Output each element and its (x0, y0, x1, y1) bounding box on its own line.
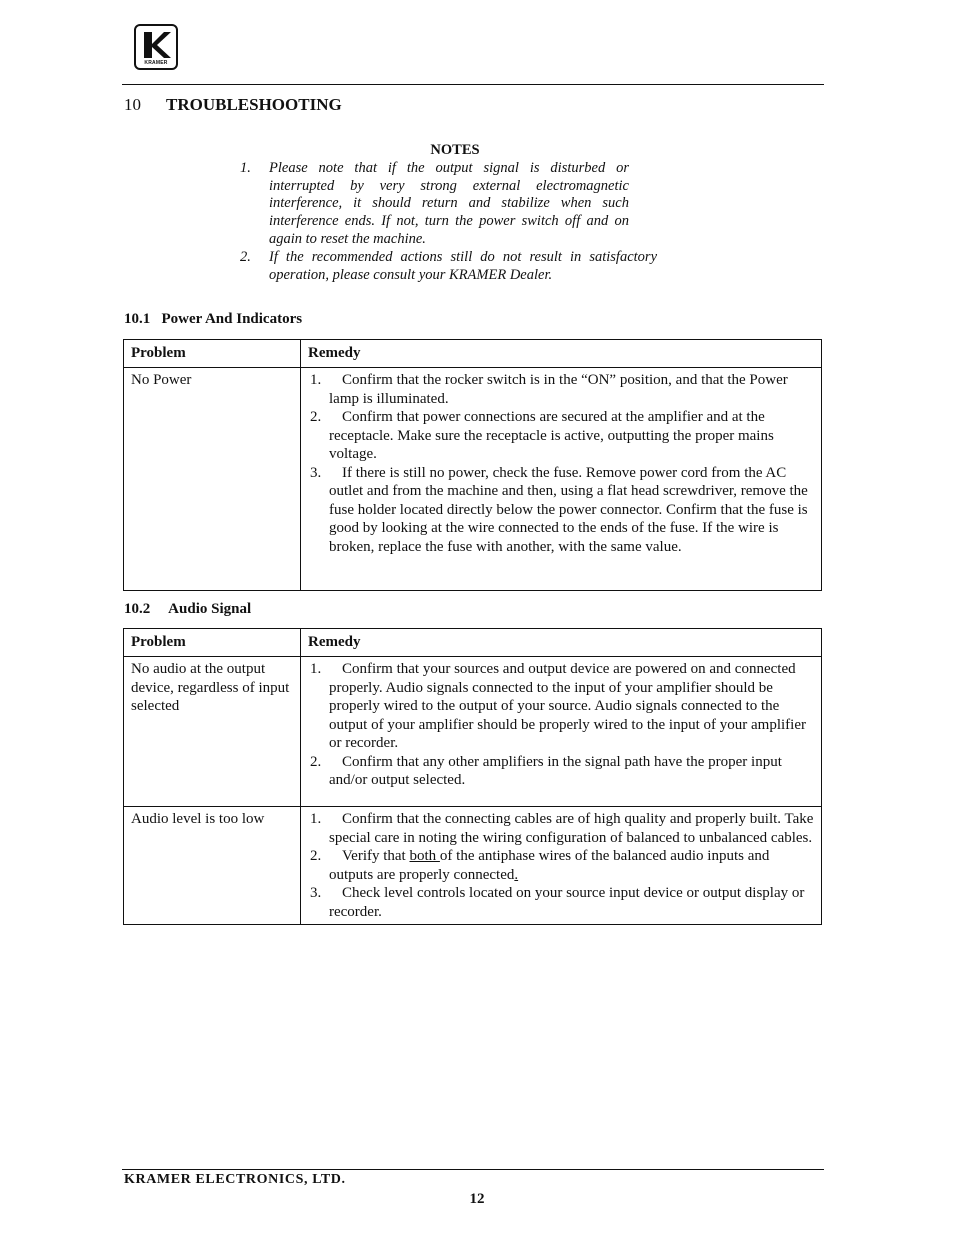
remedy-step (308, 660, 814, 753)
step-text: Confirm that power connections are secured at the amplifier and at the receptacle. Make sure the receptacle is active, outputting the proper mains voltage. (329, 409, 774, 462)
underlined-period: . (514, 866, 519, 883)
step-number: 2. (310, 753, 322, 770)
notes-title: NOTES (430, 142, 480, 158)
section-number: 10 (124, 95, 141, 114)
step-number: 1. (310, 372, 322, 388)
step-text: Verify that (342, 848, 410, 864)
step-text: Confirm that your sources and output device are powered on and connected properly. Audio signals connected to the input of your amplifier should be properly wired to the output of your source. Audio signals connected to the output of your amplifier should be properly wired to the input of your amplifier or recorder. (329, 661, 806, 751)
remedy-steps (308, 371, 814, 556)
notes-block (240, 142, 660, 284)
remedy-step (308, 810, 814, 847)
step-number: 1. (310, 811, 322, 827)
section-title: TROUBLESHOOTING (166, 95, 342, 114)
power-table (123, 339, 822, 591)
problem-cell: Audio level is too low (124, 807, 301, 925)
step-text: If there is still no power, check the fuse. Remove power cord from the AC outlet and from the machine and then, using a flat head screwdriver, remove the fuse holder located directly below the power connector. Confirm that the fuse is good by looking at the wire connected to the ends of the fuse. If the wire is broken, replace the fuse with another, with the same value. (329, 464, 808, 555)
step-number: 2. (310, 848, 322, 864)
table-row (124, 807, 822, 925)
footer-rule (122, 1169, 824, 1170)
logo-text: KRAMER (144, 60, 168, 66)
step-number: 3. (310, 464, 322, 481)
remedy-steps (308, 810, 814, 921)
remedy-step (308, 408, 814, 464)
remedy-step (308, 464, 814, 557)
note-text: If the recommended actions still do not result in satisfactory operation, please consult your KRAMER Dealer. (269, 248, 657, 283)
col-problem-header: Problem (124, 340, 301, 368)
k-logo-icon (142, 30, 172, 60)
remedy-step (308, 753, 814, 790)
step-number: 2. (310, 409, 322, 425)
remedy-steps (308, 660, 814, 790)
remedy-cell (301, 657, 822, 807)
note-text: Please note that if the output signal is disturbed or interrupted by very strong external electromagnetic interference, it should return and stabilize when such interference ends. If not, turn the power switch off and on again to reset the machine. (269, 159, 629, 247)
note-item (240, 160, 629, 249)
problem-cell: No Power (124, 368, 301, 591)
audio-table (123, 628, 822, 925)
remedy-cell (301, 807, 822, 925)
col-remedy-header: Remedy (301, 629, 822, 657)
step-number: 1. (310, 661, 322, 677)
notes-list (240, 160, 660, 285)
header-rule (122, 84, 824, 85)
audio-heading: 10.2 Audio Signal (124, 601, 252, 617)
note-item (240, 249, 657, 285)
step-number: 3. (310, 885, 322, 901)
col-remedy-header: Remedy (301, 340, 822, 368)
note-number: 1. (240, 159, 251, 176)
underlined-text: both (409, 848, 440, 864)
table-header-row (124, 629, 822, 657)
section-heading (124, 95, 342, 115)
table-row (124, 657, 822, 807)
step-text: Confirm that the rocker switch is in the “ON” position, and that the Power lamp is illuminated. (329, 372, 788, 407)
kramer-logo (134, 24, 178, 70)
power-heading: 10.1 Power And Indicators (124, 311, 303, 327)
table-row (124, 368, 822, 591)
remedy-step (308, 847, 814, 884)
step-text: of the antiphase wires of the balanced audio inputs and outputs are properly connected (329, 848, 770, 883)
step-text: Confirm that any other amplifiers in the signal path have the proper input and/or output selected. (329, 753, 782, 788)
step-text: Check level controls located on your source input device or output display or recorder. (329, 885, 805, 920)
footer-company: KRAMER ELECTRONICS, LTD. (124, 1172, 346, 1187)
remedy-step (308, 371, 814, 408)
note-number: 2. (240, 248, 251, 265)
remedy-cell (301, 368, 822, 591)
col-problem-header: Problem (124, 629, 301, 657)
step-text: Confirm that the connecting cables are of high quality and properly built. Take special care in noting the wiring configuration of balanced to unbalanced cables. (329, 811, 814, 846)
problem-cell: No audio at the output device, regardless of input selected (124, 657, 301, 807)
page-number: 12 (469, 1191, 485, 1207)
remedy-step (308, 884, 814, 921)
table-header-row (124, 340, 822, 368)
